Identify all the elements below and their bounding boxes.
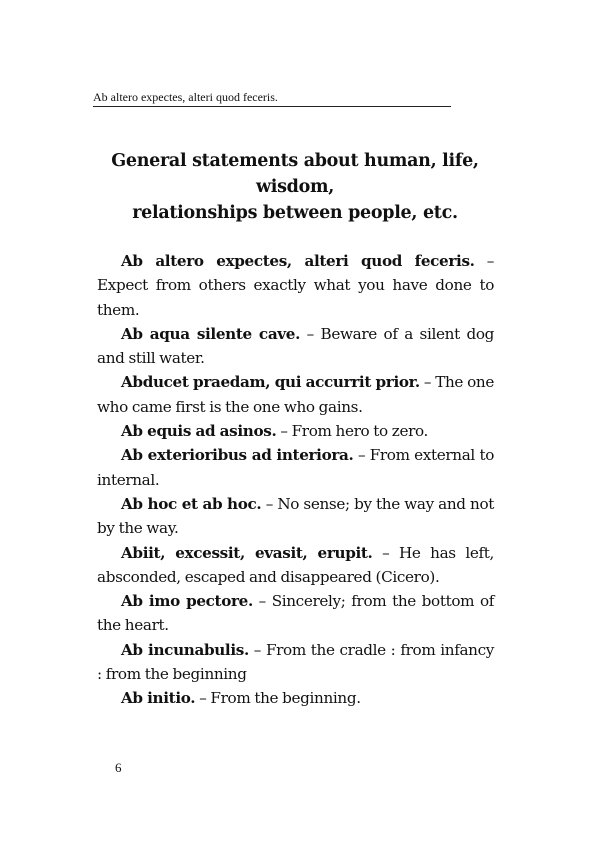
entry-translation: He has left, absconded, escaped and disappeared (Cicero). (97, 543, 495, 586)
entries-list (97, 249, 494, 711)
entry-latin: Ab incunabulis. (121, 640, 249, 659)
entry-latin: Ab altero expectes, alteri quod feceris. (121, 252, 475, 270)
entry-latin: Ab equis ad asinos. (121, 422, 277, 441)
entry-item (97, 686, 494, 710)
entry-item (97, 322, 494, 371)
entry-item (97, 589, 494, 638)
entry-item (97, 638, 494, 687)
entry-latin: Ab imo pectore. (121, 592, 253, 611)
entry-item (97, 370, 494, 419)
entry-latin: Abiit, excessit, evasit, erupit. (121, 543, 373, 562)
entry-latin: Ab initio. (121, 689, 196, 708)
entry-item (97, 492, 494, 541)
entry-separator: – (252, 592, 272, 611)
entry-latin: Abducet praedam, qui accurrit prior. (121, 373, 420, 392)
section-title-line-1: General statements about human, life, (111, 151, 479, 171)
entry-item (97, 541, 494, 590)
entry-separator: – (195, 689, 211, 708)
entry-translation: From hero to zero. (291, 422, 428, 441)
entry-separator: – (419, 373, 436, 392)
entry-translation: Expect from others exactly what you have done to them. (97, 276, 494, 319)
section-title (80, 148, 510, 226)
section-title-line-2: wisdom, (256, 177, 334, 197)
entry-separator: – (300, 324, 321, 343)
entry-item (97, 249, 494, 322)
entry-translation: From the cradle : from infancy : from the beginning (97, 640, 495, 684)
entry-translation: The one who came first is the one who gains. (97, 373, 494, 416)
entry-latin: Ab aqua silente cave. (121, 324, 301, 343)
entry-translation: Beware of a silent dog and still water. (97, 324, 494, 368)
entry-translation: Sincerely; from the bottom of the heart. (97, 592, 495, 635)
entry-translation: From external to internal. (97, 446, 494, 489)
entry-separator: – (261, 494, 278, 513)
section-title-line-3: relationships between people, etc. (132, 203, 458, 223)
entry-separator: – (353, 446, 370, 465)
entry-latin: Ab exterioribus ad interiora. (121, 446, 354, 465)
page-number: 6 (115, 760, 122, 775)
running-header: Ab altero expectes, alteri quod feceris. (93, 88, 451, 107)
entry-translation: No sense; by the way and not by the way. (97, 494, 494, 538)
entry-separator: – (372, 543, 399, 562)
entry-separator: – (474, 252, 494, 270)
entry-separator: – (248, 640, 266, 659)
entry-separator: – (276, 422, 292, 441)
entry-item (97, 443, 494, 492)
entry-item (97, 419, 494, 443)
entry-translation: From the beginning. (210, 689, 361, 708)
entry-latin: Ab hoc et ab hoc. (121, 494, 262, 513)
